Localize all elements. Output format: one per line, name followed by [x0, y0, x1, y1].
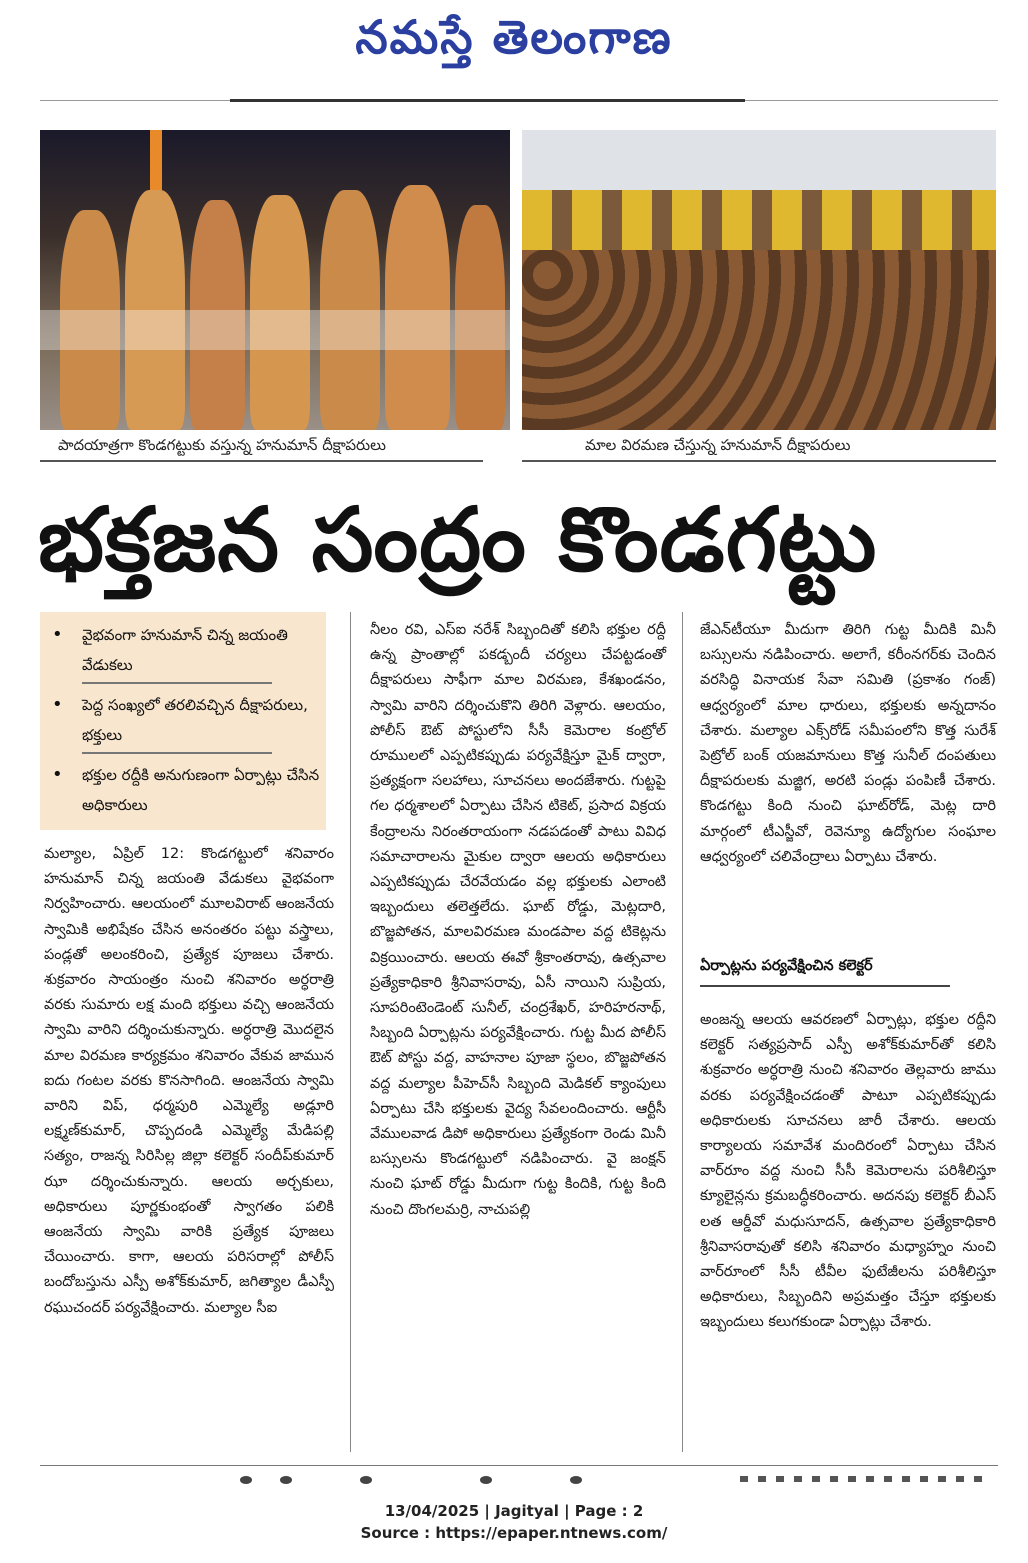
highlight-separator	[82, 752, 272, 754]
highlight-separator	[82, 682, 272, 684]
caption-left-rule	[40, 460, 483, 462]
article-column-3: జేఎన్‌టీయూ మీదుగా తిరిగి గుట్ట మీదికి మినీ బస్సులను నడిపించారు. అలాగే, కరీంనగర్‌కు చెందిన వరసిద్ధి వినాయక సేవా సమితి (ప్రకాశం గంజ్) ఆధ్వర్యంలో మాల ధారులు, భక్తులకు అన్నదానం చేశారు. మల్యాల ఎక్స్‌రోడ్ సమీపంలోని కొత్త సురేశ్ పెట్రోల్ బంక్ యజమానులు కొత్త సునీల్ దంపతులు దీక్షాపరులకు మజ్జిగ, అరటి పండ్లు పంపిణీ చేశారు. కొండగట్టు కింది నుంచి ఘాట్‌రోడ్, మెట్ల దారి మార్గంలో టీఎస్జీవో, రెవెన్యూ ఉద్యోగుల సంఘాల ఆధ్వర్యంలో చలివేంద్రాలు ఏర్పాటు చేశారు.	[700, 622, 996, 865]
column-divider	[350, 612, 351, 1452]
subheading-rule	[700, 985, 950, 987]
article-column-3-continued: అంజన్న ఆలయ ఆవరణలో ఏర్పాట్లు, భక్తుల రద్దీని కలెక్టర్ సత్యప్రసాద్ ఎస్పీ అశోక్‌కుమార్‌తో కలిసి శుక్రవారం అర్ధరాత్రి నుంచి శనివారం తెల్లవారు జాము వరకు పర్యవేక్షించడంతో పాటూ ఎప్పటికప్పుడు అధికారులకు సూచనలు జారీ చేశారు. ఆలయ కార్యాలయ సమావేశ మందిరంలో ఏర్పాటు చేసిన వార్‌రూం వద్ద నుంచి సీసీ కెమెరాలను పరిశీలిస్తూ క్యూలైన్లను క్రమబద్ధీకరించారు. అదనపు కలెక్టర్ బీఎస్ లత ఆర్డీవో మధుసూదన్, ఉత్సవాల ప్రత్యేకాధికారి శ్రీనివాసరావుతో కలిసి శనివారం మధ్యాహ్నం నుంచి వార్‌రూంలో సీసీ టీవీల ఫుటేజీలను పరిశీలిస్తూ అధికారులు, సిబ్బందిని అప్రమత్తం చేస్తూ భక్తులకు ఇబ్బందులు కలుగకుండా ఏర్పాట్లు చేశారు.	[700, 1012, 996, 1331]
bottom-rule	[40, 1465, 998, 1466]
caption-left: పాదయాత్రగా కొండగట్టుకు వస్తున్న హనుమాన్ దీక్షాపరులు	[58, 436, 386, 454]
caption-right: మాల విరమణ చేస్తున్న హనుమాన్ దీక్షాపరులు	[585, 436, 851, 454]
column-divider	[682, 612, 683, 1452]
article-column-1: మల్యాల, ఏప్రిల్ 12: కొండగట్టులో శనివారం హనుమాన్ చిన్న జయంతి వేడుకలు వైభవంగా నిర్వహించారు. ఆలయంలో మూలవిరాట్ ఆంజనేయ స్వామికి అభిషేకం చేసిన అనంతరం పట్టు వస్త్రాలు, పండ్లతో అలంకరించి, ప్రత్యేక పూజలు చేశారు. శుక్రవారం సాయంత్రం నుంచి శనివారం అర్ధరాత్రి వరకు సుమారు లక్ష మంది భక్తులు వచ్చి ఆంజనేయ స్వామి వారిని దర్శించుకున్నారు. అర్ధరాత్రి మొదలైన మాల విరమణ కార్యక్రమం శనివారం వేకువ జామున ఐదు గంటల వరకు కొనసాగింది. ఆంజనేయ స్వామి వారిని విప్, ధర్మపురి ఎమ్మెల్యే అడ్లూరి లక్ష్మణ్‌కుమార్, చొప్పదండి ఎమ్మెల్యే మేడిపల్లి సత్యం, రాజన్న సిరిసిల్ల జిల్లా కలెక్టర్ సందీప్‌కుమార్ ఝా దర్శించుకున్నారు. ఆలయ అర్చకులు, అధికారులు పూర్ణకుంభంతో స్వాగతం పలికి ఆంజనేయ స్వామి వారికి ప్రత్యేక పూజలు చేయించారు. కాగా, ఆలయ పరిసరాల్లో పోలీస్ బందోబస్తును ఎస్పీ అశోక్‌కుమార్, జగిత్యాల డీఎస్పీ రఘుచందర్ పర్యవేక్షించారు. మల్యాల సీఐ	[44, 846, 334, 1316]
highlights-box: • వైభవంగా హనుమాన్ చిన్న జయంతి వేడుకలు • పెద్ద సంఖ్యలో తరలివచ్చిన దీక్షాపరులు, భక్తులు • భక్తుల రద్దీకి అనుగుణంగా ఏర్పాట్లు చేసిన అధికారులు	[40, 612, 326, 830]
photo-mala-viramana	[522, 130, 996, 430]
caption-right-rule	[522, 460, 996, 462]
footer-edition-info: 13/04/2025 | Jagityal | Page : 2	[384, 1502, 644, 1520]
subheading: ఏర్పాట్లను పర్యవేక్షించిన కలెక్టర్	[700, 958, 873, 974]
bottom-cutoff-text	[40, 1474, 998, 1486]
masthead-rule-thick	[230, 99, 745, 102]
masthead-title: నమస్తే తెలంగాణ	[355, 10, 673, 64]
headline: భక్తజన సంద్రం కొండగట్టు	[38, 488, 878, 591]
footer-source-link[interactable]: Source : https://epaper.ntnews.com/	[360, 1524, 668, 1542]
article-column-2: నీలం రవి, ఎస్ఐ నరేశ్ సిబ్బందితో కలిసి భక్తుల రద్దీ ఉన్న ప్రాంతాల్లో పకడ్బందీ చర్యలు చేపట్టడంతో దీక్షాపరులు సాఫీగా మాల విరమణ, కేశఖండనం, స్వామి వారిని దర్శించుకొని తిరిగి వెళ్లారు. ఆలయం, పోలీస్ ఔట్ పోస్టులోని సీసీ కెమెరాల కంట్రోల్ రూములలో ఎప్పటికప్పుడు పర్యవేక్షిస్తూ మైక్ ద్వారా, ప్రత్యక్షంగా సలహాలు, సూచనలు అందజేశారు. గుట్టపై గల ధర్మశాలలో ఏర్పాటు చేసిన టికెట్, ప్రసాద విక్రయ కేంద్రాలను నిరంతరాయంగా నడపడంతో పాటు వివిధ సమాచారాలను మైకుల ద్వారా ఆలయ అధికారులు ఎప్పటికప్పుడు చేరవేయడం వల్ల భక్తులకు ఎలాంటి ఇబ్బందులు తలెత్తలేదు. ఘాట్ రోడ్డు, మెట్లదారి, బొజ్జపోతన, మాలవిరమణ మండపాల వద్ద టికెట్లను విక్రయించారు. ఆలయ ఈవో శ్రీకాంతరావు, ఉత్సవాల ప్రత్యేకాధికారి శ్రీనివాసరావు, ఏసీ నాయిని సుప్రియ, సూపరింటెండెంట్ సునీల్, చంద్రశేఖర్, హరిహరనాథ్, సిబ్బంది ఏర్పాట్లను పర్యవేక్షించారు. గుట్ట మీద పోలీస్ ఔట్ పోస్టు వద్ద, వాహనాల పూజా స్థలం, బొజ్జపోతన వద్ద మల్యాల పీహెచ్‌సీ సిబ్బంది మెడికల్ క్యాంపులు ఏర్పాటు చేసి భక్తులకు వైద్య సేవలందించారు. ఆర్టీసీ వేములవాడ డిపో అధికారులు ప్రత్యేకంగా రెండు మినీ బస్సులను కొండగట్టులో నడిపించారు. వై జంక్షన్ నుంచి ఘాట్ రోడ్డు మీదుగా గుట్ట కిందికి, గుట్ట కింది నుంచి దొంగలమర్రి, నాచుపల్లి	[370, 622, 666, 1218]
photo-pilgrims-walking	[40, 130, 510, 430]
